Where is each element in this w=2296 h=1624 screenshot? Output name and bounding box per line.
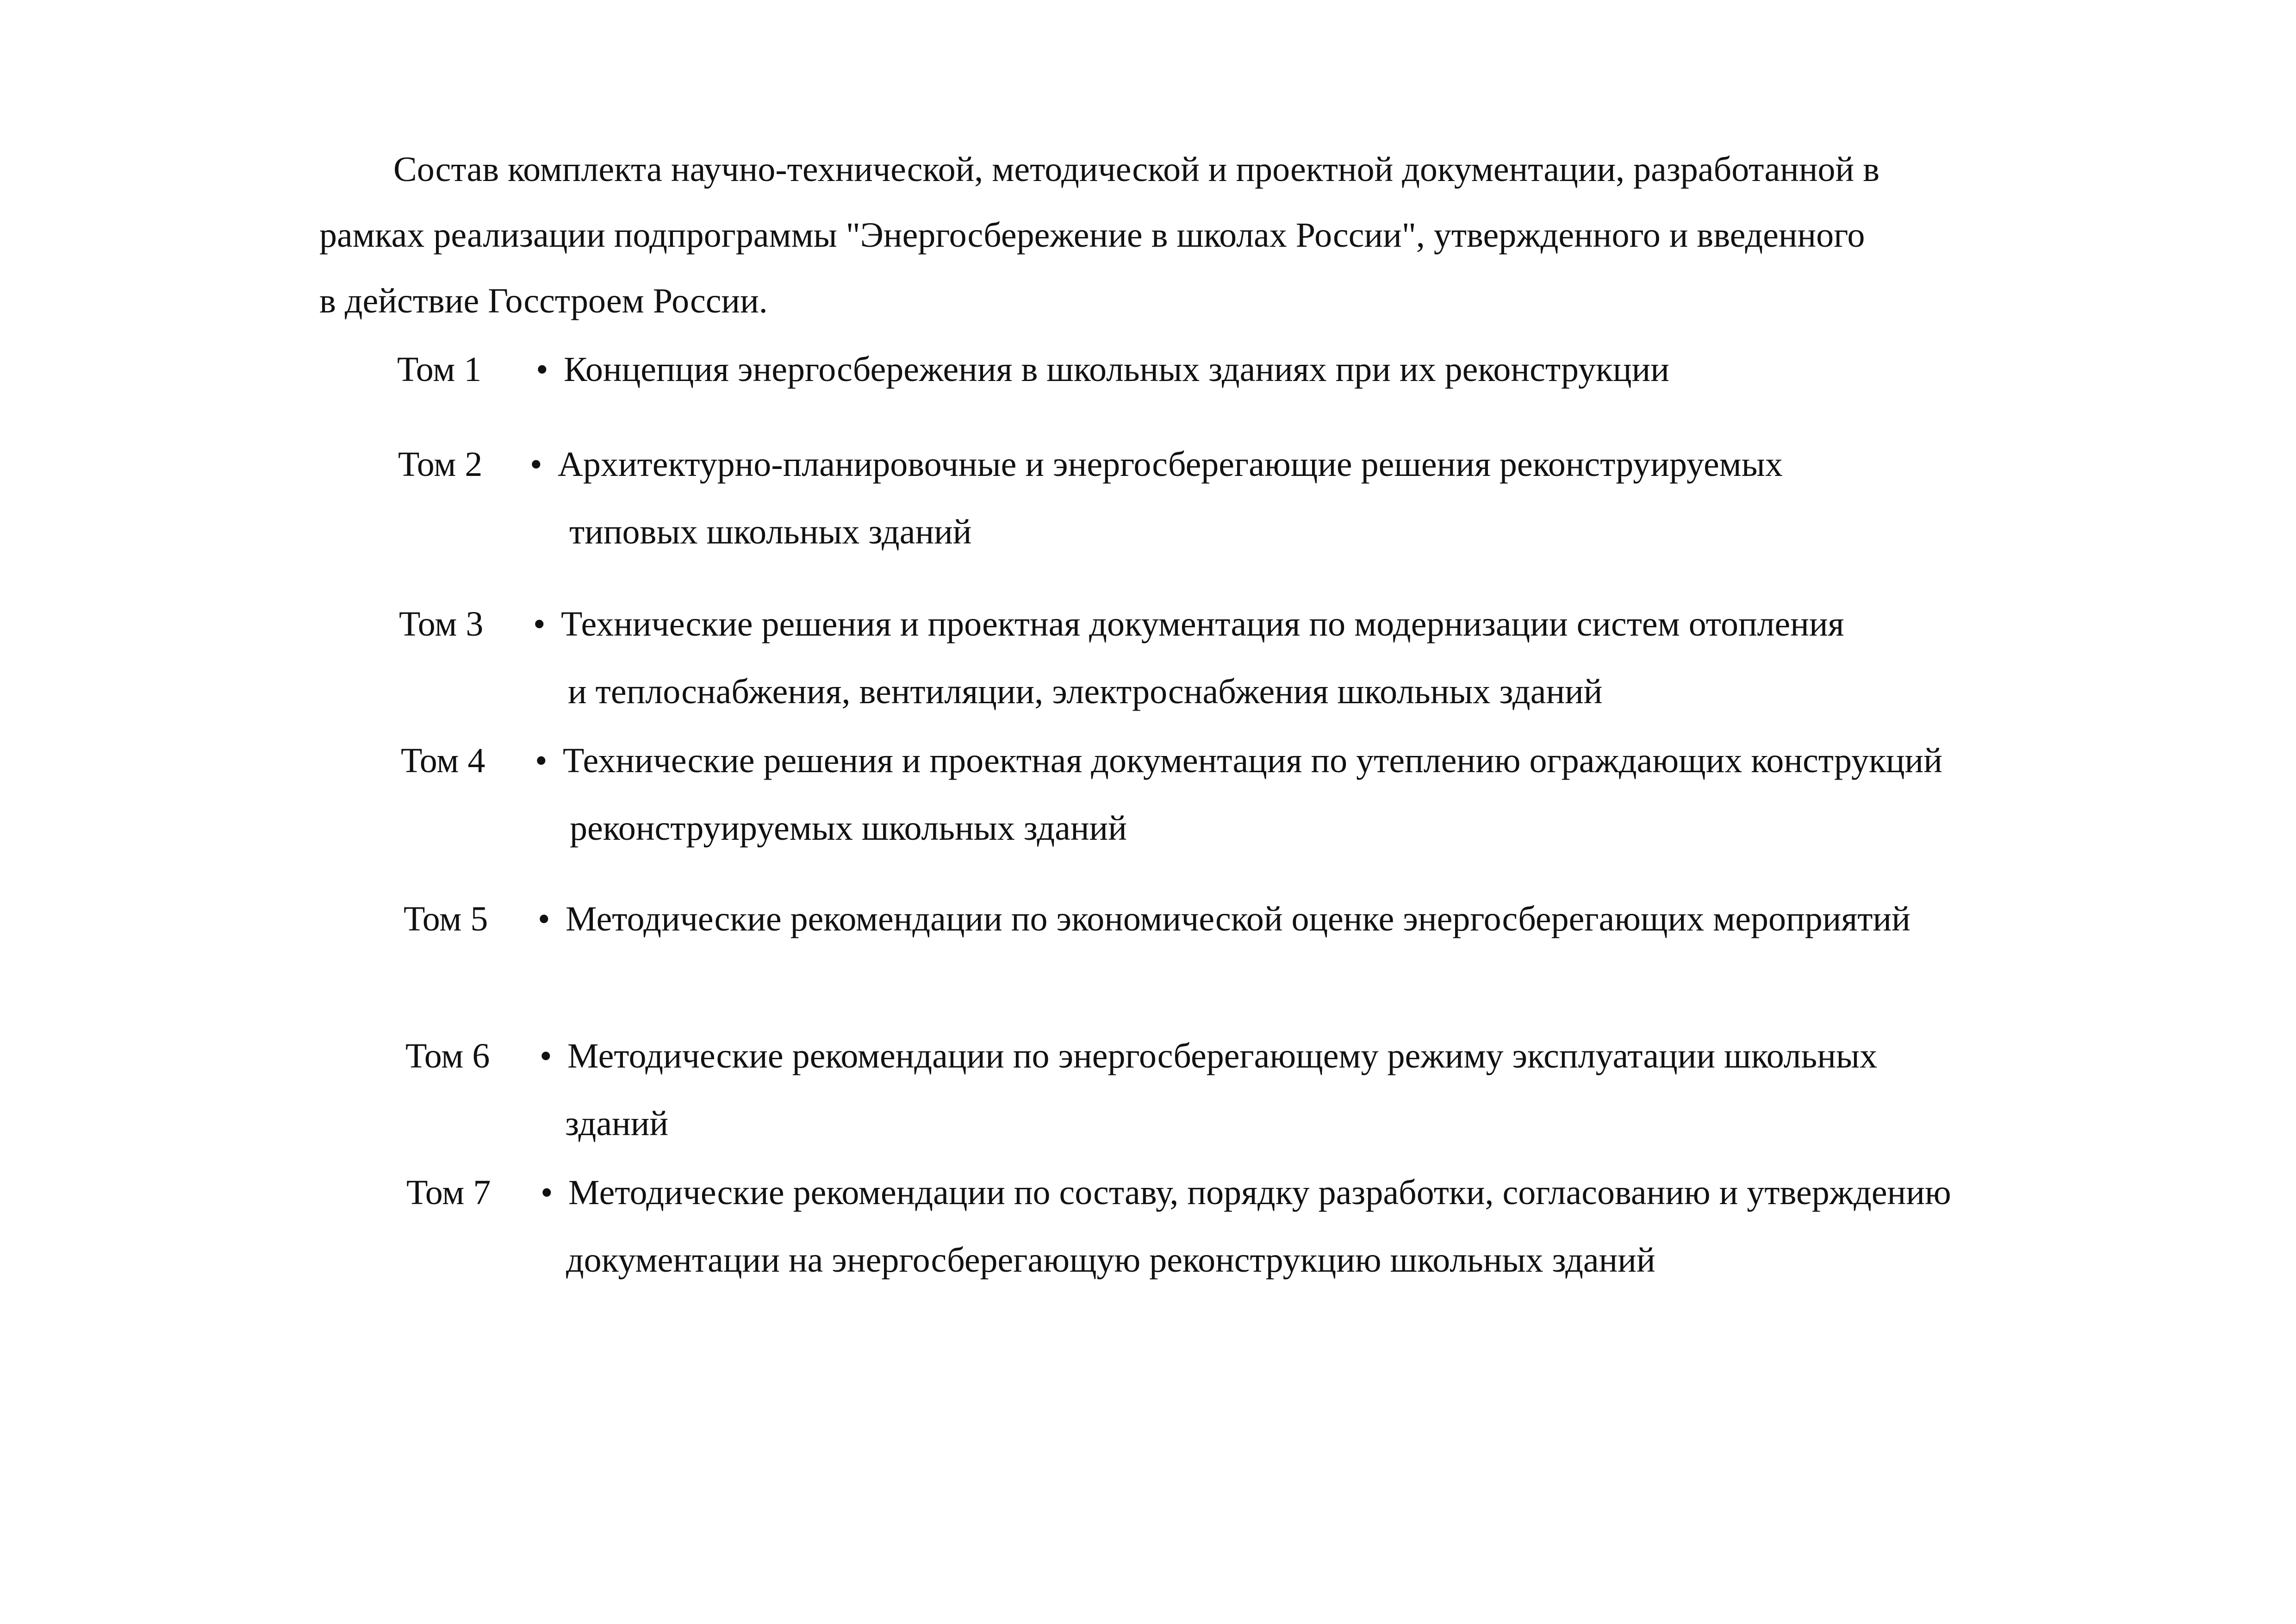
volume-title-line-2: реконструируемых школьных зданий	[570, 809, 1127, 848]
intro-paragraph	[319, 137, 2078, 334]
volume-title-line-1: Технические решения и проектная документация по утеплению ограждающих конструкций	[563, 741, 1942, 780]
volume-title-line-1: Архитектурно-планировочные и энергосберегающие решения реконструируемых	[558, 445, 1783, 484]
volume-label: Том 2	[398, 445, 483, 484]
bullet-icon: •	[538, 899, 550, 938]
volume-title-line-2: документации на энергосберегающую реконструкцию школьных зданий	[566, 1241, 1655, 1280]
bullet-icon: •	[535, 741, 548, 780]
bullet-icon: •	[530, 445, 542, 484]
volume-label: Том 6	[405, 1037, 490, 1075]
volume-label: Том 1	[397, 350, 482, 389]
volume-title-line-1: Концепция энергосбережения в школьных зданиях при их реконструкции	[564, 350, 1669, 389]
volume-title-line-2: и теплоснабжения, вентиляции, электроснабжения школьных зданий	[568, 672, 1603, 711]
bullet-icon: •	[540, 1037, 552, 1075]
volume-label: Том 7	[406, 1173, 491, 1212]
volume-title-line-1: Методические рекомендации по энергосберегающему режиму эксплуатации школьных	[567, 1037, 1878, 1075]
volume-title-line-1: Методические рекомендации по экономической оценке энергосберегающих мероприятий	[566, 899, 1910, 938]
intro-line-2: рамках реализации подпрограммы "Энергосбережение в школах России", утвержденного и введенного	[319, 216, 1865, 255]
intro-line-3: в действие Госстроем России.	[319, 281, 768, 320]
volume-title-line-1: Методические рекомендации по составу, порядку разработки, согласованию и утверждению	[568, 1173, 1951, 1212]
bullet-icon: •	[536, 350, 548, 389]
volume-label: Том 5	[404, 899, 488, 938]
bullet-icon: •	[541, 1173, 553, 1212]
volume-title-line-2: типовых школьных зданий	[569, 512, 972, 551]
volume-title-line-2: зданий	[565, 1104, 669, 1143]
volume-label: Том 3	[399, 605, 484, 643]
bullet-icon: •	[533, 605, 546, 643]
intro-line-1: Состав комплекта научно-технической, методической и проектной документации, разработанной в	[393, 150, 1880, 189]
volume-title-line-1: Технические решения и проектная документация по модернизации систем отопления	[561, 605, 1844, 643]
volume-label: Том 4	[401, 741, 485, 780]
